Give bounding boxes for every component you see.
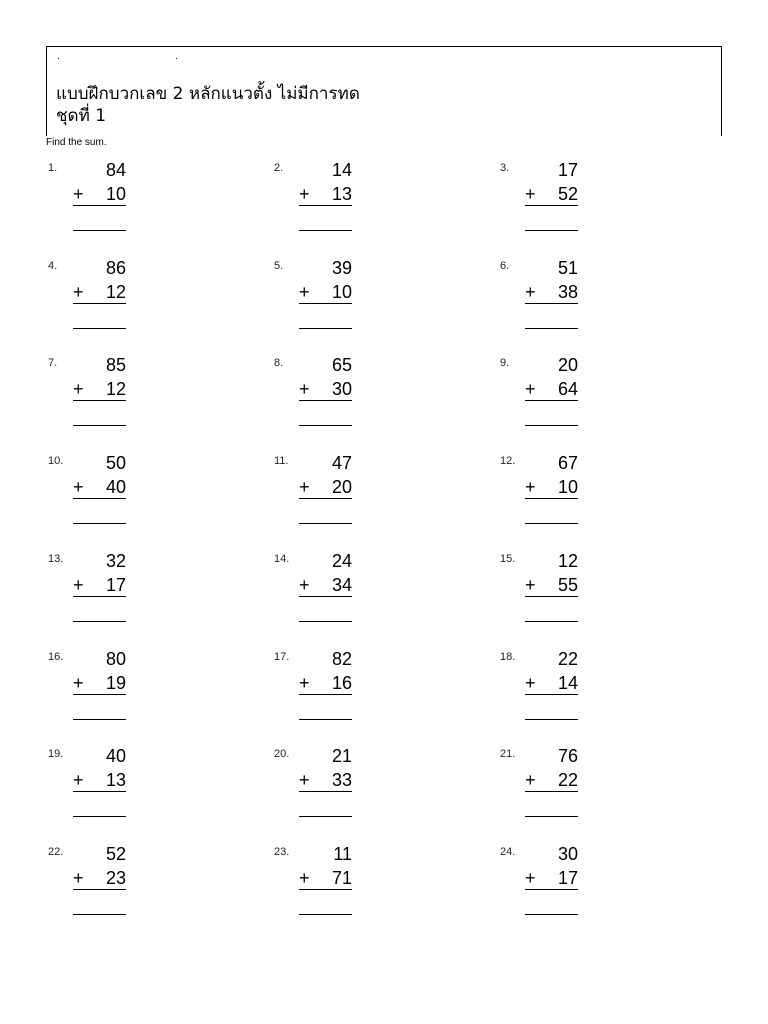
top-addend: 20: [557, 355, 578, 375]
problem-number: 18.: [500, 651, 516, 663]
plus-sign: +: [299, 575, 310, 595]
answer-blank[interactable]: [299, 914, 352, 915]
bottom-addend: 10: [331, 282, 352, 302]
bottom-addend-row: [299, 770, 352, 792]
top-addend: 51: [557, 258, 578, 278]
bottom-addend: 12: [105, 379, 126, 399]
bottom-addend-row: [73, 770, 126, 792]
addition-problem: [500, 746, 630, 826]
bottom-addend-row: [73, 379, 126, 401]
answer-blank[interactable]: [73, 719, 126, 720]
header-dot-mark: .: [175, 52, 178, 62]
plus-sign: +: [73, 575, 84, 595]
problem-number: 22.: [48, 846, 64, 858]
addition-problem: [274, 844, 404, 924]
bottom-addend-row: [525, 282, 578, 304]
addition-problem: [500, 649, 630, 729]
answer-blank[interactable]: [299, 328, 352, 329]
answer-blank[interactable]: [525, 621, 578, 622]
addition-problem: [48, 551, 178, 631]
problem-number: 2.: [274, 162, 284, 174]
addition-problem: [500, 844, 630, 924]
bottom-addend: 23: [105, 868, 126, 888]
bottom-addend: 38: [557, 282, 578, 302]
bottom-addend-row: [525, 184, 578, 206]
top-addend: 32: [105, 551, 126, 571]
top-addend: 65: [331, 355, 352, 375]
bottom-addend: 64: [557, 379, 578, 399]
top-addend: 21: [331, 746, 352, 766]
answer-blank[interactable]: [73, 816, 126, 817]
bottom-addend-row: [525, 868, 578, 890]
addition-problem: [48, 649, 178, 729]
bottom-addend: 34: [331, 575, 352, 595]
worksheet-header-box: [46, 46, 722, 136]
bottom-addend: 14: [557, 673, 578, 693]
plus-sign: +: [299, 379, 310, 399]
top-addend: 76: [557, 746, 578, 766]
addition-problem: [48, 844, 178, 924]
answer-blank[interactable]: [73, 621, 126, 622]
top-addend: 52: [105, 844, 126, 864]
addition-problem: [274, 551, 404, 631]
plus-sign: +: [525, 673, 536, 693]
answer-blank[interactable]: [299, 425, 352, 426]
problem-number: 8.: [274, 357, 284, 369]
top-addend: 24: [331, 551, 352, 571]
bottom-addend: 40: [105, 477, 126, 497]
bottom-addend-row: [299, 184, 352, 206]
addition-problem: [500, 160, 630, 240]
answer-blank[interactable]: [525, 425, 578, 426]
plus-sign: +: [525, 770, 536, 790]
top-addend: 40: [105, 746, 126, 766]
worksheet-title: แบบฝึกบวกเลข 2 หลักแนวตั้ง ไม่มีการทด: [56, 84, 360, 104]
bottom-addend-row: [525, 379, 578, 401]
bottom-addend: 52: [557, 184, 578, 204]
addition-problem: [500, 258, 630, 338]
plus-sign: +: [525, 379, 536, 399]
bottom-addend-row: [73, 575, 126, 597]
answer-blank[interactable]: [299, 230, 352, 231]
bottom-addend-row: [73, 282, 126, 304]
answer-blank[interactable]: [525, 523, 578, 524]
problem-number: 23.: [274, 846, 290, 858]
bottom-addend: 33: [331, 770, 352, 790]
problem-number: 14.: [274, 553, 290, 565]
bottom-addend: 19: [105, 673, 126, 693]
top-addend: 47: [331, 453, 352, 473]
bottom-addend: 16: [331, 673, 352, 693]
problem-number: 10.: [48, 455, 64, 467]
top-addend: 30: [557, 844, 578, 864]
top-addend: 11: [333, 844, 352, 864]
top-addend: 80: [105, 649, 126, 669]
plus-sign: +: [73, 477, 84, 497]
plus-sign: +: [525, 868, 536, 888]
bottom-addend-row: [73, 477, 126, 499]
bottom-addend-row: [525, 575, 578, 597]
bottom-addend-row: [73, 184, 126, 206]
bottom-addend-row: [525, 673, 578, 695]
addition-problem: [274, 355, 404, 435]
top-addend: 86: [105, 258, 126, 278]
bottom-addend: 17: [105, 575, 126, 595]
plus-sign: +: [73, 379, 84, 399]
plus-sign: +: [73, 673, 84, 693]
problem-number: 1.: [48, 162, 58, 174]
bottom-addend: 10: [105, 184, 126, 204]
answer-blank[interactable]: [73, 328, 126, 329]
addition-problem: [500, 355, 630, 435]
plus-sign: +: [299, 673, 310, 693]
top-addend: 82: [331, 649, 352, 669]
problem-number: 21.: [500, 748, 516, 760]
addition-problem: [48, 453, 178, 533]
bottom-addend-row: [525, 770, 578, 792]
plus-sign: +: [73, 770, 84, 790]
bottom-addend: 10: [557, 477, 578, 497]
plus-sign: +: [525, 575, 536, 595]
answer-blank[interactable]: [73, 523, 126, 524]
worksheet-subtitle: ชุดที่ 1: [56, 106, 107, 126]
plus-sign: +: [299, 282, 310, 302]
plus-sign: +: [525, 477, 536, 497]
bottom-addend: 13: [331, 184, 352, 204]
bottom-addend: 13: [105, 770, 126, 790]
answer-blank[interactable]: [73, 425, 126, 426]
answer-blank[interactable]: [525, 230, 578, 231]
top-addend: 17: [557, 160, 578, 180]
top-addend: 50: [105, 453, 126, 473]
problem-number: 12.: [500, 455, 516, 467]
addition-problem: [274, 453, 404, 533]
answer-blank[interactable]: [299, 816, 352, 817]
addition-problem: [274, 160, 404, 240]
addition-problem: [274, 258, 404, 338]
bottom-addend-row: [73, 868, 126, 890]
answer-blank[interactable]: [299, 523, 352, 524]
problem-number: 11.: [274, 455, 289, 467]
problem-number: 9.: [500, 357, 510, 369]
bottom-addend-row: [525, 477, 578, 499]
bottom-addend: 17: [557, 868, 578, 888]
plus-sign: +: [525, 184, 536, 204]
addition-problem: [48, 355, 178, 435]
top-addend: 85: [105, 355, 126, 375]
problem-number: 7.: [48, 357, 58, 369]
top-addend: 22: [557, 649, 578, 669]
plus-sign: +: [299, 770, 310, 790]
header-dot-mark: .: [57, 52, 60, 62]
bottom-addend-row: [299, 868, 352, 890]
addition-problem: [48, 746, 178, 826]
plus-sign: +: [299, 184, 310, 204]
bottom-addend-row: [299, 379, 352, 401]
bottom-addend: 71: [331, 868, 352, 888]
top-addend: 12: [557, 551, 578, 571]
problem-number: 4.: [48, 260, 58, 272]
bottom-addend: 20: [331, 477, 352, 497]
bottom-addend: 30: [331, 379, 352, 399]
answer-blank[interactable]: [73, 230, 126, 231]
plus-sign: +: [299, 868, 310, 888]
problem-number: 15.: [500, 553, 516, 565]
instruction-text: Find the sum.: [46, 137, 107, 148]
answer-blank[interactable]: [525, 719, 578, 720]
answer-blank[interactable]: [73, 914, 126, 915]
problem-number: 19.: [48, 748, 64, 760]
plus-sign: +: [525, 282, 536, 302]
bottom-addend: 12: [105, 282, 126, 302]
answer-blank[interactable]: [299, 719, 352, 720]
addition-problem: [500, 551, 630, 631]
answer-blank[interactable]: [525, 914, 578, 915]
problem-number: 6.: [500, 260, 510, 272]
addition-problem: [48, 160, 178, 240]
problem-number: 17.: [274, 651, 290, 663]
answer-blank[interactable]: [525, 328, 578, 329]
problem-number: 13.: [48, 553, 64, 565]
bottom-addend-row: [73, 673, 126, 695]
addition-problem: [274, 746, 404, 826]
bottom-addend: 55: [557, 575, 578, 595]
top-addend: 39: [331, 258, 352, 278]
bottom-addend: 22: [557, 770, 578, 790]
bottom-addend-row: [299, 673, 352, 695]
plus-sign: +: [73, 868, 84, 888]
answer-blank[interactable]: [525, 816, 578, 817]
problem-number: 24.: [500, 846, 516, 858]
addition-problem: [500, 453, 630, 533]
plus-sign: +: [299, 477, 310, 497]
top-addend: 67: [557, 453, 578, 473]
bottom-addend-row: [299, 575, 352, 597]
problem-number: 3.: [500, 162, 510, 174]
plus-sign: +: [73, 282, 84, 302]
bottom-addend-row: [299, 282, 352, 304]
addition-problem: [274, 649, 404, 729]
answer-blank[interactable]: [299, 621, 352, 622]
plus-sign: +: [73, 184, 84, 204]
problem-number: 5.: [274, 260, 284, 272]
problem-number: 20.: [274, 748, 290, 760]
top-addend: 84: [105, 160, 126, 180]
addition-problem: [48, 258, 178, 338]
bottom-addend-row: [299, 477, 352, 499]
top-addend: 14: [331, 160, 352, 180]
problem-number: 16.: [48, 651, 64, 663]
